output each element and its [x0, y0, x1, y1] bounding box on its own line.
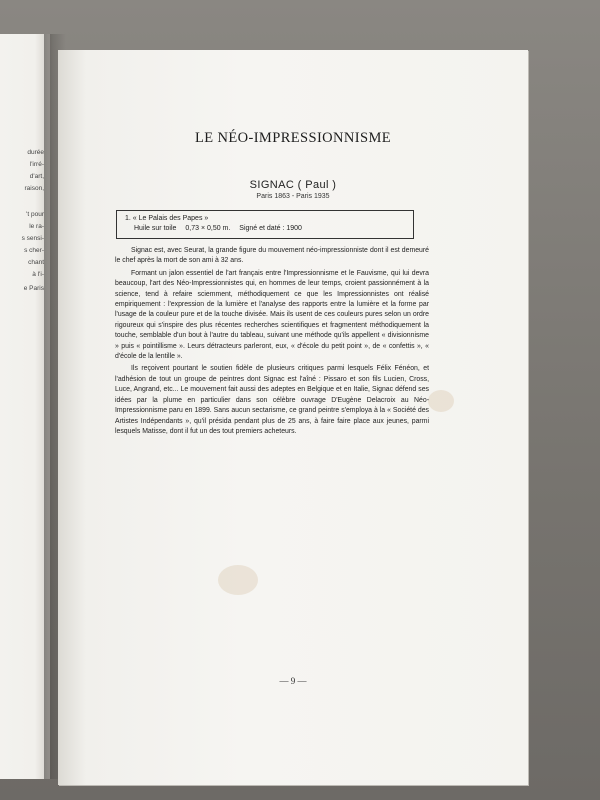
catalog-entry-title: 1. « Le Palais des Papes » — [125, 215, 209, 222]
left-page-fragment: s cher- — [24, 247, 44, 254]
artist-dates: Paris 1863 - Paris 1935 — [256, 193, 330, 200]
catalog-signed: Signé et daté : 1900 — [239, 225, 302, 232]
left-page-fragment: à l'i- — [32, 271, 44, 278]
catalog-medium: Huile sur toile — [134, 225, 177, 232]
left-page-fragment: e Paris — [23, 285, 44, 292]
left-page-fragment: le ra- — [29, 223, 44, 230]
right-page — [58, 50, 528, 785]
page-title: LE NÉO-IMPRESSIONNISME — [194, 130, 392, 146]
body-paragraph: Ils reçoivent pourtant le soutien fidèle de plusieurs critiques parmi lesquels Félix Fénéon, et l'adhésion de tout un groupe de peintres dont Signac est l'aîné : Pissaro et son fils Lucien, Cross, Luce, Angrand, etc... Le mouvement fait aussi des adeptes en Belgique et en Italie, Signac défend ses idées par la plume en particulier dans son célèbre ouvrage D'Eugène Delacroix au Néo-Impressionnisme paru en 1899. Sans aucun sectarisme, ce grand peintre s'employa à la « Société des Artistes Indépendants », qu'il présida pendant plus de 25 ans, à faire faire place aux jeunes, parmi lesquels Matisse, dont il fut un des tout premiers acheteurs. — [115, 365, 429, 435]
left-page-fragment: chant — [28, 259, 44, 266]
artist-name: SIGNAC ( Paul ) — [249, 179, 337, 191]
catalog-dimensions: 0,73 × 0,50 m. — [185, 225, 231, 232]
body-paragraph: Signac est, avec Seurat, la grande figure du mouvement néo-impressionniste dont il est demeuré le chef après la mort de son ami à 32 ans. — [115, 247, 429, 265]
body-text — [115, 246, 429, 439]
body-paragraph: Formant un jalon essentiel de l'art français entre l'Impressionnisme et le Fauvisme, qui lui devra beaucoup, l'art des Néo-Impressionnistes qui, en hommes de leur temps, croient passionnément à la science, tend à refaire sciemment, méthodiquement ce que les Impressionnistes ont réalisé empiriquement : l'expression de la lumière et l'analyse des rapports entre la lumière et la forme par l'usage de la couleur pure et de la touche divisée. Mais ils usent de ces couleurs pures selon un ordre rigoureux qui s'inspire des plus récentes recherches scientifiques et fragmentent méthodiquement la touche, semblable d'un bout à l'autre du tableau, suivant une méthode qu'ils appellent « divisionnisme » puis « pointillisme ». Leurs détracteurs parleront, eux, « d'école du petit point », de « confettis », « d'école de la lentille ». — [115, 269, 429, 361]
left-page-fragment: l'irré- — [29, 161, 44, 168]
left-page-fragment: 't pour — [26, 211, 44, 218]
left-page-fragment: d'art, — [29, 173, 44, 180]
left-page-fragment: durée — [27, 149, 44, 156]
left-page-fragment: s sensi- — [21, 235, 44, 242]
left-page-fragment: raison, — [24, 185, 44, 192]
catalog-entry-details — [125, 224, 405, 234]
page-number: — 9 — — [279, 676, 307, 686]
left-page — [0, 34, 50, 779]
paper-stain — [218, 565, 258, 595]
catalog-entry-box — [116, 210, 414, 239]
paper-stain — [428, 390, 454, 412]
